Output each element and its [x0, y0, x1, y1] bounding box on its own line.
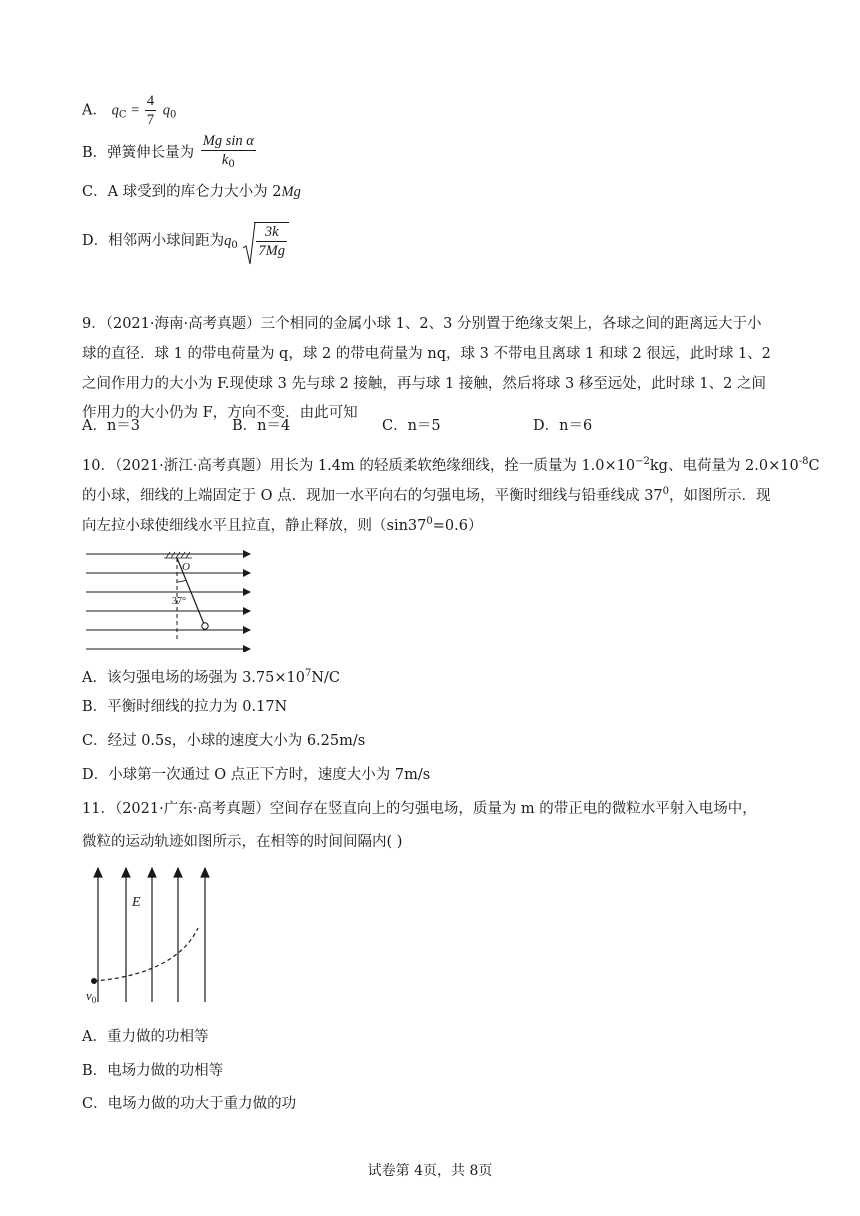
q8-option-a-rhs-sub: 0: [170, 109, 177, 121]
q8-option-d-q: q: [224, 233, 232, 249]
q9-line-4: 作用力的大小仍为 F，方向不变．由此可知: [82, 405, 358, 421]
q8-option-c-text: C．A 球受到的库仑力大小为 2: [82, 184, 282, 200]
field-lines-vertical: [98, 868, 205, 1002]
q8-option-d-sqrt: [242, 222, 289, 260]
angle-label: 37°: [172, 596, 186, 607]
q8-option-a-fraction: [145, 92, 156, 129]
q10-option-a-unit: N/C: [311, 670, 341, 686]
q8-option-c-math: Mg: [281, 184, 301, 200]
q8-option-a-den: 7: [146, 112, 155, 128]
angle-arc: [177, 580, 186, 582]
q10-line-1-sup2: -8: [798, 456, 809, 467]
q11-line-2: 微粒的运动轨迹如图所示，在相等的时间间隔内( ): [82, 834, 403, 850]
q11-option-b: B．电场力做的功相等: [82, 1063, 224, 1079]
q10-line-3: [82, 512, 482, 536]
sqrt-sign-icon: [242, 222, 256, 266]
q9-line-1: 9．（2021·海南·高考真题）三个相同的金属小球 1、2、3 分别置于绝缘支架上，各球之间的距离远大于小: [82, 316, 762, 332]
page-footer: 试卷第 4页，共 8页: [367, 1163, 493, 1179]
q10-option-a-text: A．该匀强电场的场强为 3.75×10: [82, 670, 305, 686]
q8-option-b-fraction: [201, 132, 256, 174]
q10-line-3-sup: 0: [426, 516, 433, 527]
q10-line-1-a: 10．（2021·浙江·高考真题）用长为 1.4m 的轻质柔软绝缘细线，拴一质量为 1.0×10: [82, 458, 636, 474]
q8-option-a-lhs: q: [111, 102, 119, 119]
ball-icon: [202, 623, 208, 629]
q8-option-b-label: B．弹簧伸长量为: [82, 145, 195, 161]
q10-option-c: C．经过 0.5s，小球的速度大小为 6.25m/s: [82, 733, 366, 749]
field-lines: [86, 554, 250, 649]
q8-option-a: [82, 92, 176, 129]
q8-option-a-lhs-sub: C: [118, 109, 127, 121]
q8-option-a-num: 4: [146, 93, 155, 109]
q8-option-b-den-sub: 0: [228, 159, 235, 170]
q10-option-b: B．平衡时细线的拉力为 0.17N: [82, 699, 288, 715]
field-e-label: E: [132, 895, 141, 910]
v0-label: $v_0$: [86, 988, 97, 1005]
particle-dot: [91, 978, 97, 984]
q9-line-2: 球的直径．球 1 的带电荷量为 q，球 2 的带电荷量为 nq，球 3 不带电且离球 1 和球 2 很远，此时球 1、2: [82, 346, 771, 362]
ceiling-hatch: [164, 552, 192, 558]
q10-line-1-sup: −2: [635, 456, 650, 467]
q10-line-2: [82, 482, 771, 506]
q9-option-b: B．n＝4: [232, 418, 291, 434]
q11-figure: [82, 862, 218, 1006]
q11-option-c: C．电场力做的功大于重力做的功: [82, 1096, 297, 1112]
q10-line-1-c: C: [808, 458, 820, 474]
q10-line-3-b: =0.6）: [432, 518, 483, 534]
q10-figure: [84, 546, 256, 652]
q8-option-d: [82, 222, 289, 260]
q8-option-d-den: 7Mg: [258, 243, 285, 259]
q8-option-b: [82, 132, 258, 174]
q10-option-a-sup: 7: [304, 668, 312, 679]
q11-option-a: A．重力做的功相等: [82, 1029, 209, 1045]
q9-option-c: C．n＝5: [382, 418, 441, 434]
q8-option-d-q-sub: 0: [231, 240, 238, 251]
q8-option-d-num: 3k: [256, 223, 287, 242]
q8-option-a-label: A．: [82, 102, 107, 119]
trajectory-curve: [94, 928, 198, 981]
q9-option-a: A．n＝3: [82, 418, 141, 434]
q9-option-d: D．n＝6: [533, 418, 593, 434]
q11-line-1: 11．（2021·广东·高考真题）空间存在竖直向上的匀强电场，质量为 m 的带正电的微粒水平射入电场中，: [82, 801, 757, 817]
q8-option-b-den: k: [221, 152, 229, 168]
q8-option-a-rhs: q: [162, 102, 171, 119]
q10-line-2-b: ，如图所示．现: [669, 488, 771, 504]
q10-line-1: [82, 452, 820, 476]
q8-option-b-num: Mg sin α: [202, 133, 254, 149]
point-o-label: O: [182, 561, 190, 573]
q9-line-3: 之间作用力的大小为 F.现使球 3 先与球 2 接触，再与球 1 接触，然后将球 3 移至远处，此时球 1、2 之间: [82, 376, 766, 392]
q10-line-2-sup: 0: [662, 486, 670, 497]
q10-option-a: [82, 664, 340, 688]
q8-option-a-eq: =: [131, 102, 143, 119]
q10-line-1-b: kg、电荷量为 2.0×10: [649, 458, 799, 474]
q8-option-d-label: D．相邻两小球间距为: [82, 233, 225, 249]
q8-option-c: [82, 182, 301, 202]
q10-line-3-a: 向左拉小球使细线水平且拉直，静止释放，则（sin37: [82, 518, 427, 534]
q10-line-2-a: 的小球，细线的上端固定于 O 点．现加一水平向右的匀强电场，平衡时细线与铅垂线成 37: [82, 488, 663, 504]
q10-option-d: D．小球第一次通过 O 点正下方时，速度大小为 7m/s: [82, 767, 431, 783]
